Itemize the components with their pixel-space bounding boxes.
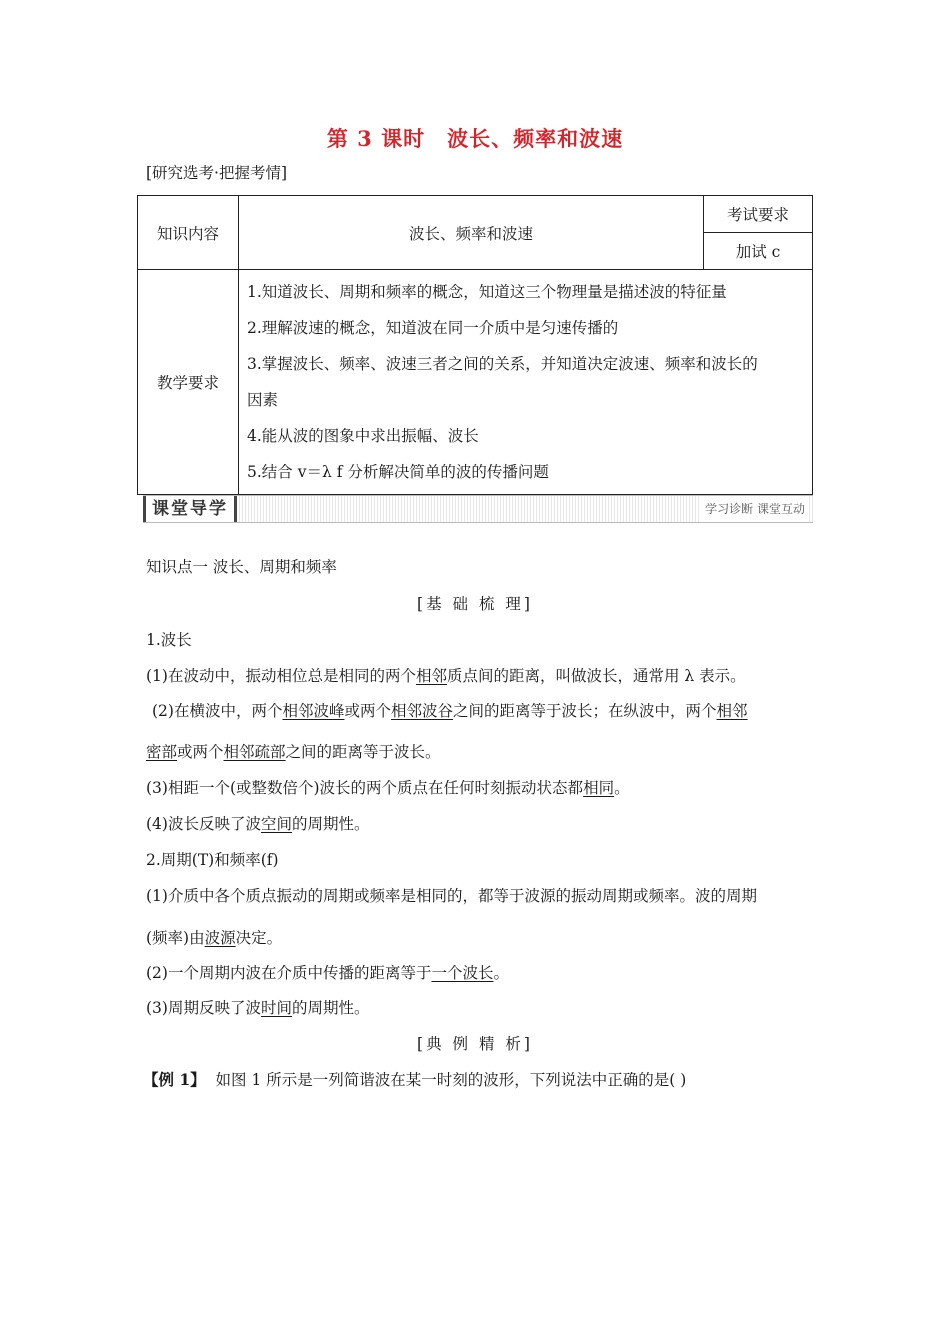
text: (3)周期反映了波	[146, 999, 261, 1017]
text: (频率)由	[146, 929, 205, 947]
teaching-item: 因素	[247, 391, 279, 409]
item1-title: 1.波长	[146, 631, 192, 649]
text: 或两个	[344, 702, 391, 720]
answer-blank: 相同	[583, 779, 615, 797]
teaching-item: 4.能从波的图象中求出振幅、波长	[247, 427, 479, 445]
teaching-label: 教学要求	[138, 270, 239, 495]
answer-blank: 相邻	[716, 702, 748, 720]
paragraph	[146, 740, 441, 762]
text: (2)在横波中，两个	[152, 702, 283, 720]
paragraph	[146, 996, 370, 1018]
text: (3)相距一个(或整数倍个)波长的两个质点在任何时刻振动状态都	[146, 779, 584, 797]
teaching-item: 5.结合 v＝λ f 分析解决简单的波的传播问题	[247, 463, 549, 481]
teaching-item: 3.掌握波长、频率、波速三者之间的关系，并知道决定波速、频率和波长的	[247, 355, 758, 373]
text: 或两个	[177, 743, 224, 761]
text: (2)一个周期内波在介质中传播的距离等于	[146, 964, 432, 982]
paragraph: (1)介质中各个质点振动的周期或频率是相同的，都等于波源的振动周期或频率。波的周期	[146, 887, 757, 905]
paragraph	[146, 961, 509, 983]
text: 之间的距离等于波长；在纵波中，两个	[453, 702, 717, 720]
example-1	[143, 1068, 686, 1090]
examples-label: [典 例 精 析]	[417, 1035, 533, 1053]
text: (1)在波动中，振动相位总是相同的两个	[146, 667, 416, 685]
text: 。	[614, 779, 630, 797]
basics-label: [基 础 梳 理]	[417, 595, 533, 613]
exam-req-value: 加试 c	[704, 233, 813, 270]
item2-title: 2.周期(T)和频率(f)	[146, 851, 279, 869]
answer-blank: 相邻波谷	[391, 702, 454, 720]
answer-blank: 密部	[146, 743, 178, 761]
section-banner	[143, 495, 813, 523]
paragraph	[146, 664, 746, 686]
text: 质点间的距离，叫做波长，通常用 λ 表示。	[446, 667, 746, 685]
paragraph	[146, 812, 370, 834]
banner-tags: 学习诊断 课堂互动	[701, 496, 809, 522]
section-subhead: [研究选考·把握考情]	[146, 164, 288, 182]
answer-blank: 波源	[204, 929, 236, 947]
lesson-title	[0, 123, 950, 153]
requirements-table	[137, 195, 813, 495]
teaching-item: 2.理解波速的概念，知道波在同一介质中是匀速传播的	[247, 319, 619, 337]
text: 决定。	[235, 929, 283, 947]
exam-req-label: 考试要求	[704, 196, 813, 233]
paragraph	[146, 776, 630, 798]
answer-blank: 相邻疏部	[223, 743, 286, 761]
knowledge-value: 波长、频率和波速	[239, 196, 704, 270]
knowledge-label: 知识内容	[138, 196, 239, 270]
knowledge-point-heading: 知识点一 波长、周期和频率	[146, 558, 337, 576]
text: 之间的距离等于波长。	[285, 743, 441, 761]
example-text: 如图 1 所示是一列简谐波在某一时刻的波形，下列说法中正确的是( )	[215, 1071, 687, 1089]
text: 的周期性。	[291, 999, 370, 1017]
example-tag: 【例 1】	[143, 1070, 206, 1089]
answer-blank: 一个波长	[431, 964, 494, 982]
answer-blank: 空间	[260, 815, 292, 833]
text: (4)波长反映了波	[146, 815, 261, 833]
answer-blank: 时间	[260, 999, 292, 1017]
answer-blank: 相邻	[415, 667, 447, 685]
teaching-item: 1.知道波长、周期和频率的概念，知道这三个物理量是描述波的特征量	[247, 283, 727, 301]
lesson-topic: 波长、频率和波速	[447, 126, 624, 151]
banner-title: 课堂导学	[143, 496, 237, 522]
lesson-number: 第 3 课时	[326, 126, 426, 151]
paragraph	[152, 699, 748, 721]
answer-blank: 相邻波峰	[282, 702, 345, 720]
teaching-items	[239, 270, 813, 495]
text: 。	[493, 964, 509, 982]
text: 的周期性。	[291, 815, 370, 833]
paragraph	[146, 926, 282, 948]
